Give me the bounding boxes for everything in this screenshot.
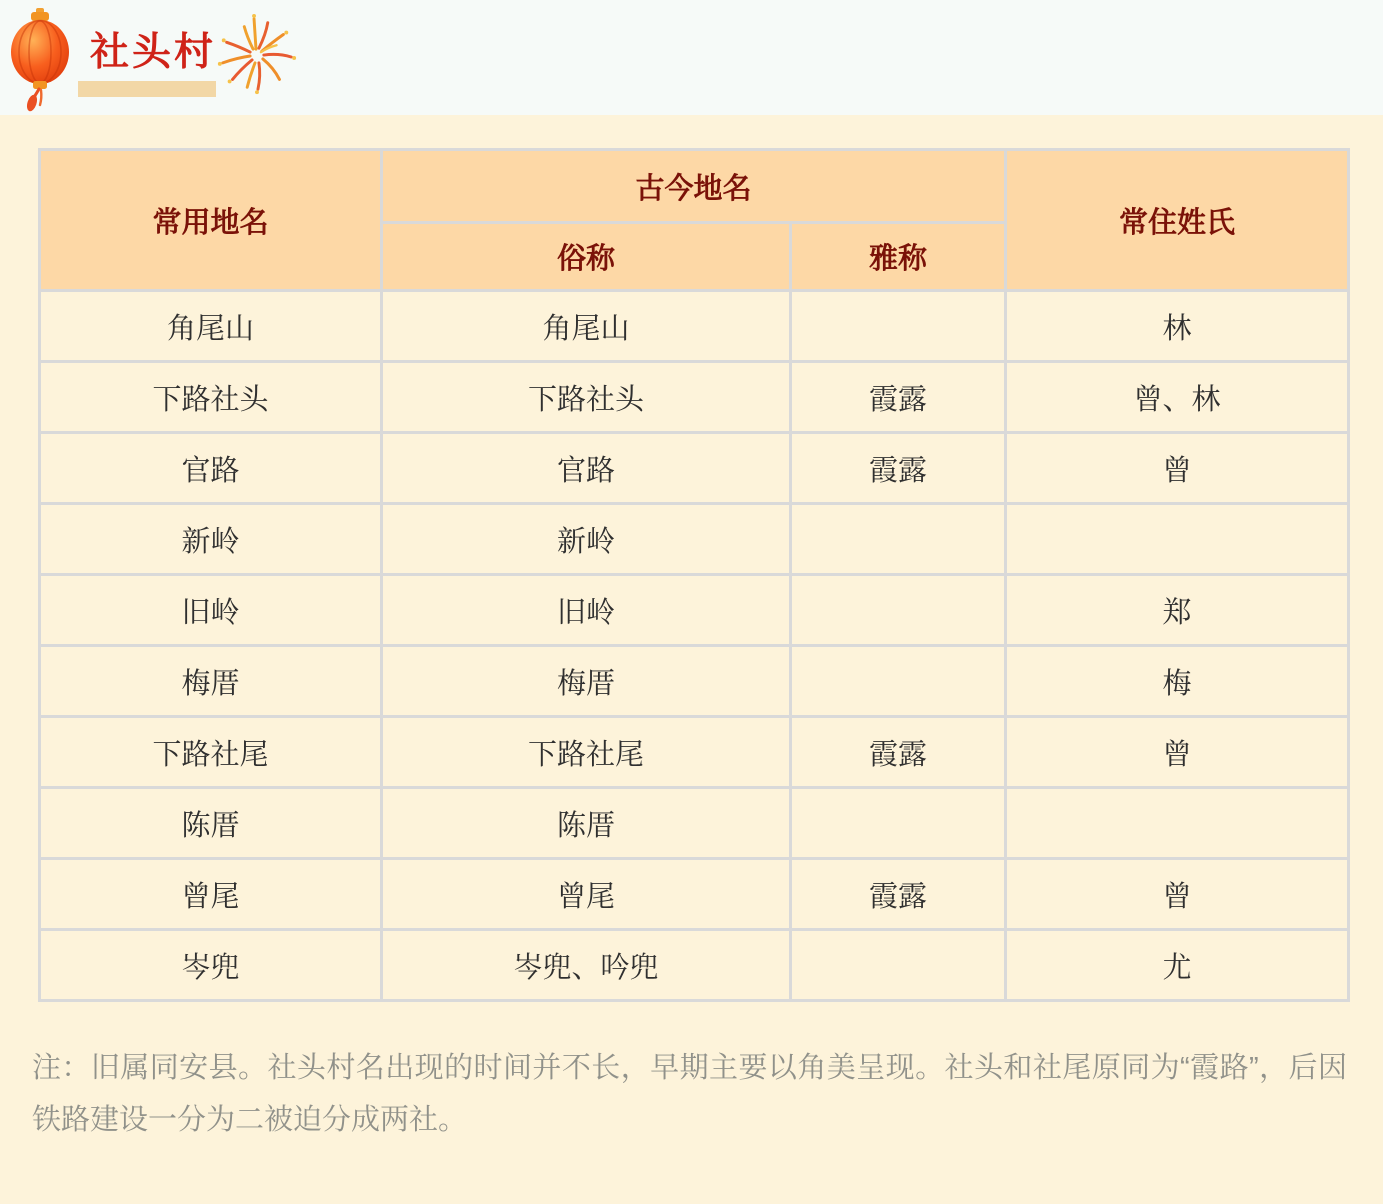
cell-elegant-alias: 霞露 <box>791 859 1006 930</box>
title-underline <box>78 81 216 97</box>
col-header-ancient-modern: 古今地名 <box>382 150 1006 223</box>
table-row <box>40 788 1349 859</box>
cell-common-alias: 角尾山 <box>382 291 791 362</box>
cell-surname: 尤 <box>1006 930 1349 1001</box>
cell-elegant-alias <box>791 646 1006 717</box>
table-row <box>40 930 1349 1001</box>
cell-common-alias: 下路社尾 <box>382 717 791 788</box>
cell-elegant-alias <box>791 291 1006 362</box>
cell-common-name: 梅厝 <box>40 646 382 717</box>
cell-elegant-alias: 霞露 <box>791 362 1006 433</box>
cell-surname <box>1006 504 1349 575</box>
cell-elegant-alias: 霞露 <box>791 433 1006 504</box>
cell-common-alias: 梅厝 <box>382 646 791 717</box>
col-header-elegant-alias: 雅称 <box>791 223 1006 291</box>
table-row <box>40 575 1349 646</box>
fireworks-icon <box>212 12 300 100</box>
cell-common-name: 曾尾 <box>40 859 382 930</box>
cell-common-alias: 曾尾 <box>382 859 791 930</box>
col-header-common-name: 常用地名 <box>40 150 382 291</box>
page-title: 社头村 <box>90 31 217 74</box>
cell-surname <box>1006 788 1349 859</box>
table-row <box>40 504 1349 575</box>
cell-common-alias: 下路社头 <box>382 362 791 433</box>
cell-elegant-alias <box>791 930 1006 1001</box>
cell-common-alias: 新岭 <box>382 504 791 575</box>
cell-surname: 曾 <box>1006 717 1349 788</box>
cell-common-name: 下路社尾 <box>40 717 382 788</box>
cell-elegant-alias <box>791 575 1006 646</box>
page-header <box>0 0 1383 115</box>
cell-surname: 林 <box>1006 291 1349 362</box>
cell-common-alias: 官路 <box>382 433 791 504</box>
cell-common-name: 下路社头 <box>40 362 382 433</box>
cell-common-name: 陈厝 <box>40 788 382 859</box>
table-row <box>40 717 1349 788</box>
table-row <box>40 646 1349 717</box>
cell-common-name: 新岭 <box>40 504 382 575</box>
cell-surname: 曾 <box>1006 433 1349 504</box>
cell-elegant-alias <box>791 504 1006 575</box>
col-header-common-alias: 俗称 <box>382 223 791 291</box>
cell-surname: 梅 <box>1006 646 1349 717</box>
cell-surname: 曾、林 <box>1006 362 1349 433</box>
table-row <box>40 362 1349 433</box>
footnote: 注：旧属同安县。社头村名出现的时间并不长，早期主要以角美呈现。社头和社尾原同为“霞路”，后因铁路建设一分为二被迫分成两社。 <box>32 1052 1347 1136</box>
col-header-surnames: 常住姓氏 <box>1006 150 1349 291</box>
place-names-table <box>38 148 1350 1002</box>
content-panel <box>0 115 1383 1204</box>
cell-common-name: 旧岭 <box>40 575 382 646</box>
cell-common-name: 角尾山 <box>40 291 382 362</box>
cell-surname: 郑 <box>1006 575 1349 646</box>
cell-common-alias: 陈厝 <box>382 788 791 859</box>
cell-common-alias: 旧岭 <box>382 575 791 646</box>
table-row <box>40 433 1349 504</box>
cell-common-name: 官路 <box>40 433 382 504</box>
table-row <box>40 859 1349 930</box>
cell-common-name: 岑兜 <box>40 930 382 1001</box>
cell-elegant-alias: 霞露 <box>791 717 1006 788</box>
table-row <box>40 291 1349 362</box>
cell-surname: 曾 <box>1006 859 1349 930</box>
red-lantern-icon <box>8 8 72 112</box>
cell-common-alias: 岑兜、吟兜 <box>382 930 791 1001</box>
cell-elegant-alias <box>791 788 1006 859</box>
